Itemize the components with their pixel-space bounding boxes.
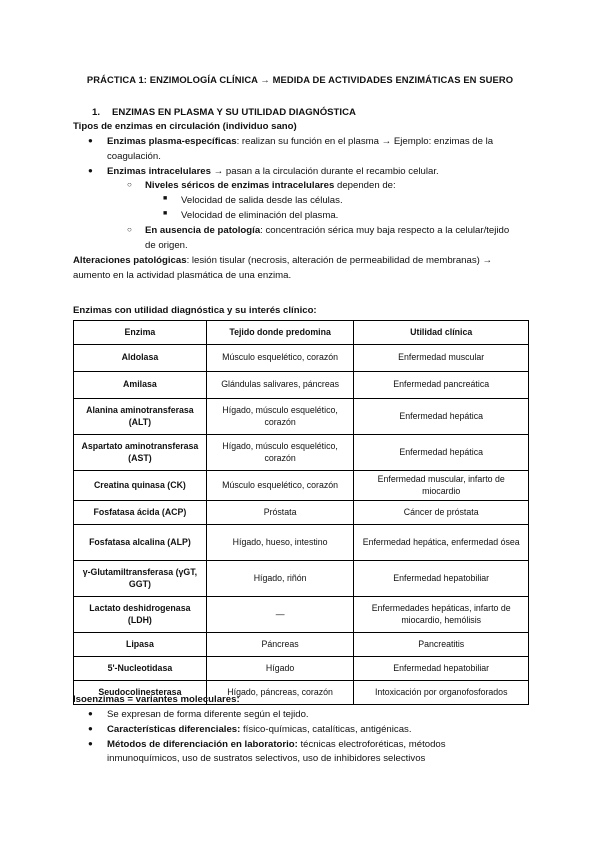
column-header-enzyme: Enzima [74, 321, 207, 345]
pathological-alterations: Alteraciones patológicas: lesión tisular (necrosis, alteración de permeabilidad de membranas) → aumento en la actividad plasmática de una enzima. [73, 254, 493, 281]
enzyme-name-cell: Fosfatasa ácida (ACP) [74, 501, 207, 525]
tissue-cell: Páncreas [206, 633, 354, 657]
tissue-cell: — [206, 597, 354, 633]
hollow-bullet-icon: ○ [127, 225, 132, 235]
tissue-cell: Hígado, músculo esquelético, corazón [206, 435, 354, 471]
tissue-cell: Hígado [206, 657, 354, 681]
clinical-use-cell: Enfermedad hepática [354, 399, 529, 435]
types-heading: Tipos de enzimas en circulación (individuo sano) [73, 121, 297, 132]
enzyme-name-cell: Fosfatasa alcalina (ALP) [74, 525, 207, 561]
tissue-cell: Hígado, músculo esquelético, corazón [206, 399, 354, 435]
column-header-tissue: Tejido donde predomina [206, 321, 354, 345]
tissue-cell: Hígado, páncreas, corazón [206, 681, 354, 705]
enzyme-name-cell: Creatina quinasa (CK) [74, 471, 207, 501]
table-heading: Enzimas con utilidad diagnóstica y su interés clínico: [73, 305, 317, 316]
tissue-cell: Músculo esquelético, corazón [206, 471, 354, 501]
table-row [74, 399, 529, 435]
table-row [74, 597, 529, 633]
tissue-cell: Próstata [206, 501, 354, 525]
clinical-use-cell: Enfermedad hepática, enfermedad ósea [354, 525, 529, 561]
list-item-plasma-specific: ● Enzimas plasma-específicas: realizan su función en el plasma → Ejemplo: enzimas de la coagulación. [88, 135, 494, 162]
tissue-cell: Hígado, riñón [206, 561, 354, 597]
enzyme-name-cell: 5'-Nucleotidasa [74, 657, 207, 681]
section-number: 1. [92, 107, 101, 118]
enzyme-name-cell: Aspartato aminotransferasa (AST) [74, 435, 207, 471]
enzyme-name-cell: Lipasa [74, 633, 207, 657]
clinical-use-cell: Enfermedad muscular [354, 345, 529, 372]
clinical-use-cell: Enfermedad pancreática [354, 372, 529, 399]
table-row [74, 345, 529, 372]
list-item-iso-features: ● Características diferenciales: físico-químicas, catalíticas, antigénicas. [88, 723, 412, 735]
enzyme-name-cell: Aldolasa [74, 345, 207, 372]
hollow-bullet-icon: ○ [127, 180, 132, 190]
square-bullet-icon: ■ [163, 210, 168, 218]
column-header-clinical-use: Utilidad clínica [354, 321, 529, 345]
bullet-icon: ● [88, 708, 93, 718]
table-row [74, 561, 529, 597]
enzyme-name-cell: Seudocolinesterasa [74, 681, 207, 705]
table-row [74, 525, 529, 561]
list-item-intracellular: ● Enzimas intracelulares → pasan a la circulación durante el recambio celular. [88, 165, 439, 177]
list-item-iso-expression: ● Se expresan de forma diferente según el tejido. [88, 708, 309, 720]
isoenzymes-block [73, 693, 533, 767]
section-heading [92, 106, 356, 121]
bullet-icon: ● [88, 165, 93, 175]
clinical-use-cell: Pancreatitis [354, 633, 529, 657]
table-row [74, 471, 529, 501]
clinical-use-cell: Enfermedad muscular, infarto de miocardio [354, 471, 529, 501]
clinical-use-cell: Intoxicación por organofosforados [354, 681, 529, 705]
list-item-serum-levels: ○ Niveles séricos de enzimas intracelulares dependen de: [127, 180, 396, 192]
clinical-use-cell: Enfermedad hepática [354, 435, 529, 471]
table-row [74, 435, 529, 471]
page-title: PRÁCTICA 1: ENZIMOLOGÍA CLÍNICA → MEDIDA DE ACTIVIDADES ENZIMÁTICAS EN SUERO [86, 74, 514, 85]
table-row [74, 372, 529, 399]
enzyme-name-cell: Alanina aminotransferasa (ALT) [74, 399, 207, 435]
table-row [74, 657, 529, 681]
enzyme-types-block [73, 120, 533, 283]
bullet-icon: ● [88, 723, 93, 733]
section-title: ENZIMAS EN PLASMA Y SU UTILIDAD DIAGNÓSTICA [112, 107, 356, 118]
list-item-iso-methods: ● Métodos de diferenciación en laboratorio: técnicas electroforéticas, métodos inmunoquímicos, uso de sustratos selectivos, uso de inhibidores selectivos [88, 738, 446, 765]
table-header-row [74, 321, 529, 345]
tissue-cell: Hígado, hueso, intestino [206, 525, 354, 561]
clinical-use-cell: Enfermedades hepáticas, infarto de miocardio, hemólisis [354, 597, 529, 633]
enzyme-name-cell: γ-Glutamiltransferasa (γGT, GGT) [74, 561, 207, 597]
square-bullet-icon: ■ [163, 195, 168, 203]
tissue-cell: Músculo esquelético, corazón [206, 345, 354, 372]
clinical-use-cell: Enfermedad hepatobiliar [354, 561, 529, 597]
table-row [74, 501, 529, 525]
table-row [74, 633, 529, 657]
isoenzymes-heading: Isoenzimas = variantes moleculares: [73, 694, 240, 705]
tissue-cell: Glándulas salivares, páncreas [206, 372, 354, 399]
enzyme-name-cell: Amilasa [74, 372, 207, 399]
clinical-use-cell: Enfermedad hepatobiliar [354, 657, 529, 681]
enzyme-table [73, 320, 529, 705]
list-item-no-pathology: ○ En ausencia de patología: concentración sérica muy baja respecto a la celular/tejido de origen. [127, 225, 510, 251]
bullet-icon: ● [88, 135, 93, 145]
enzyme-name-cell: Lactato deshidrogenasa (LDH) [74, 597, 207, 633]
list-item-exit-rate: ■ Velocidad de salida desde las células. [163, 195, 343, 207]
clinical-use-cell: Cáncer de próstata [354, 501, 529, 525]
bullet-icon: ● [88, 738, 93, 748]
list-item-elimination-rate: ■ Velocidad de eliminación del plasma. [163, 210, 339, 222]
